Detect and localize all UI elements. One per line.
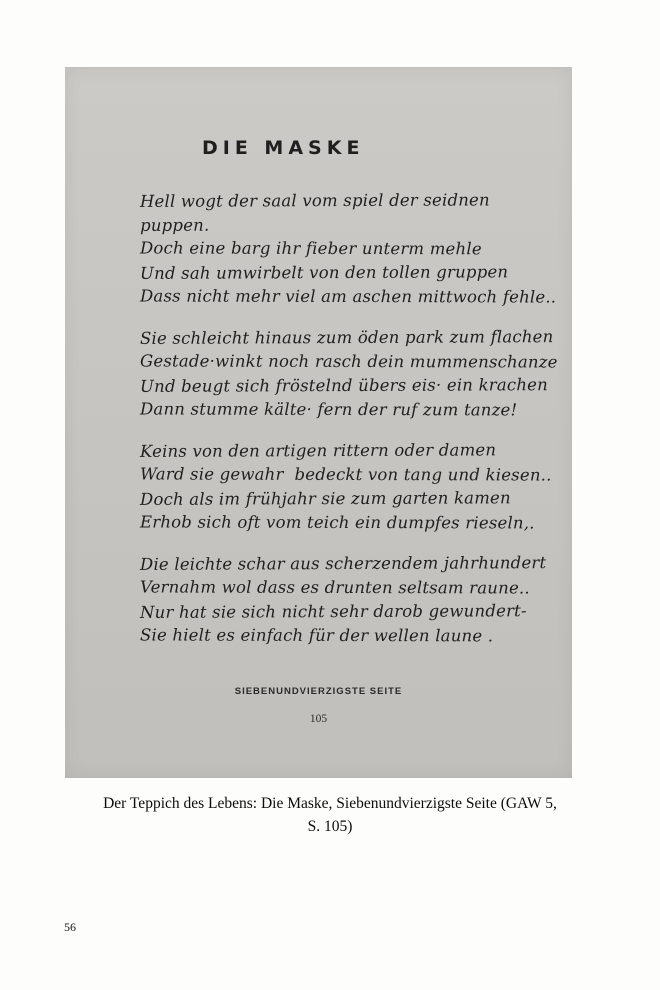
poem-line: Dass nicht mehr viel am aschen mittwoch fehle.. [139,286,557,307]
facsimile-page-number: 105 [309,713,328,725]
poem-line: Erhob sich oft vom teich ein dumpfes rieseln,. [139,512,535,533]
poem-line: Dann stumme kälte· fern der ruf zum tanze! [139,399,518,420]
facsimile-content [65,67,572,725]
poem-line: Die leichte schar aus scherzendem jahrhundert [139,553,547,574]
poem-line: Hell wogt der saal vom spiel der seidnen puppen. [139,190,496,235]
figure-caption-line-2: S. 105) [307,818,353,835]
poem-line: Sie hielt es einfach für der wellen laune . [139,625,494,646]
poem-stanza-3 [140,439,562,535]
figure-caption [0,792,660,838]
series-caption: SIEBENUNDVIERZIGSTE SEITE [234,686,403,697]
poem-line: Keins von den artigen rittern oder damen [139,440,497,461]
poem-line: Gestade·winkt noch rasch dein mummenschanze [139,351,558,372]
poem-line: Sie schleicht hinaus zum öden park zum flachen [139,327,554,348]
poem-stanza-4 [140,552,562,648]
poem-line: Nur hat sie sich nicht sehr darob gewundert- [139,601,527,622]
poem-stanza-2 [140,326,562,422]
poem-line: Doch als im frühjahr sie zum garten kamen [139,488,511,509]
poem-stanza-1 [140,189,562,309]
poem-line: Vernahm wol dass es drunten seltsam raune.. [139,577,530,598]
poem-title: DIE MASKE [202,137,365,159]
poem-line: Doch eine barg ihr fieber unterm mehle [139,238,482,259]
poem-line: Und sah umwirbelt von den tollen gruppen [139,262,509,283]
figure-caption-line-1: Der Teppich des Lebens: Die Maske, Siebenundvierzigste Seite (GAW 5, [103,795,557,812]
facsimile-scan [65,67,572,778]
poem-line: Und beugt sich fröstelnd übers eis· ein krachen [139,375,548,396]
poem-line: Ward sie gewahr bedeckt von tang und kiesen.. [139,464,552,485]
book-page-number: 56 [64,920,76,934]
